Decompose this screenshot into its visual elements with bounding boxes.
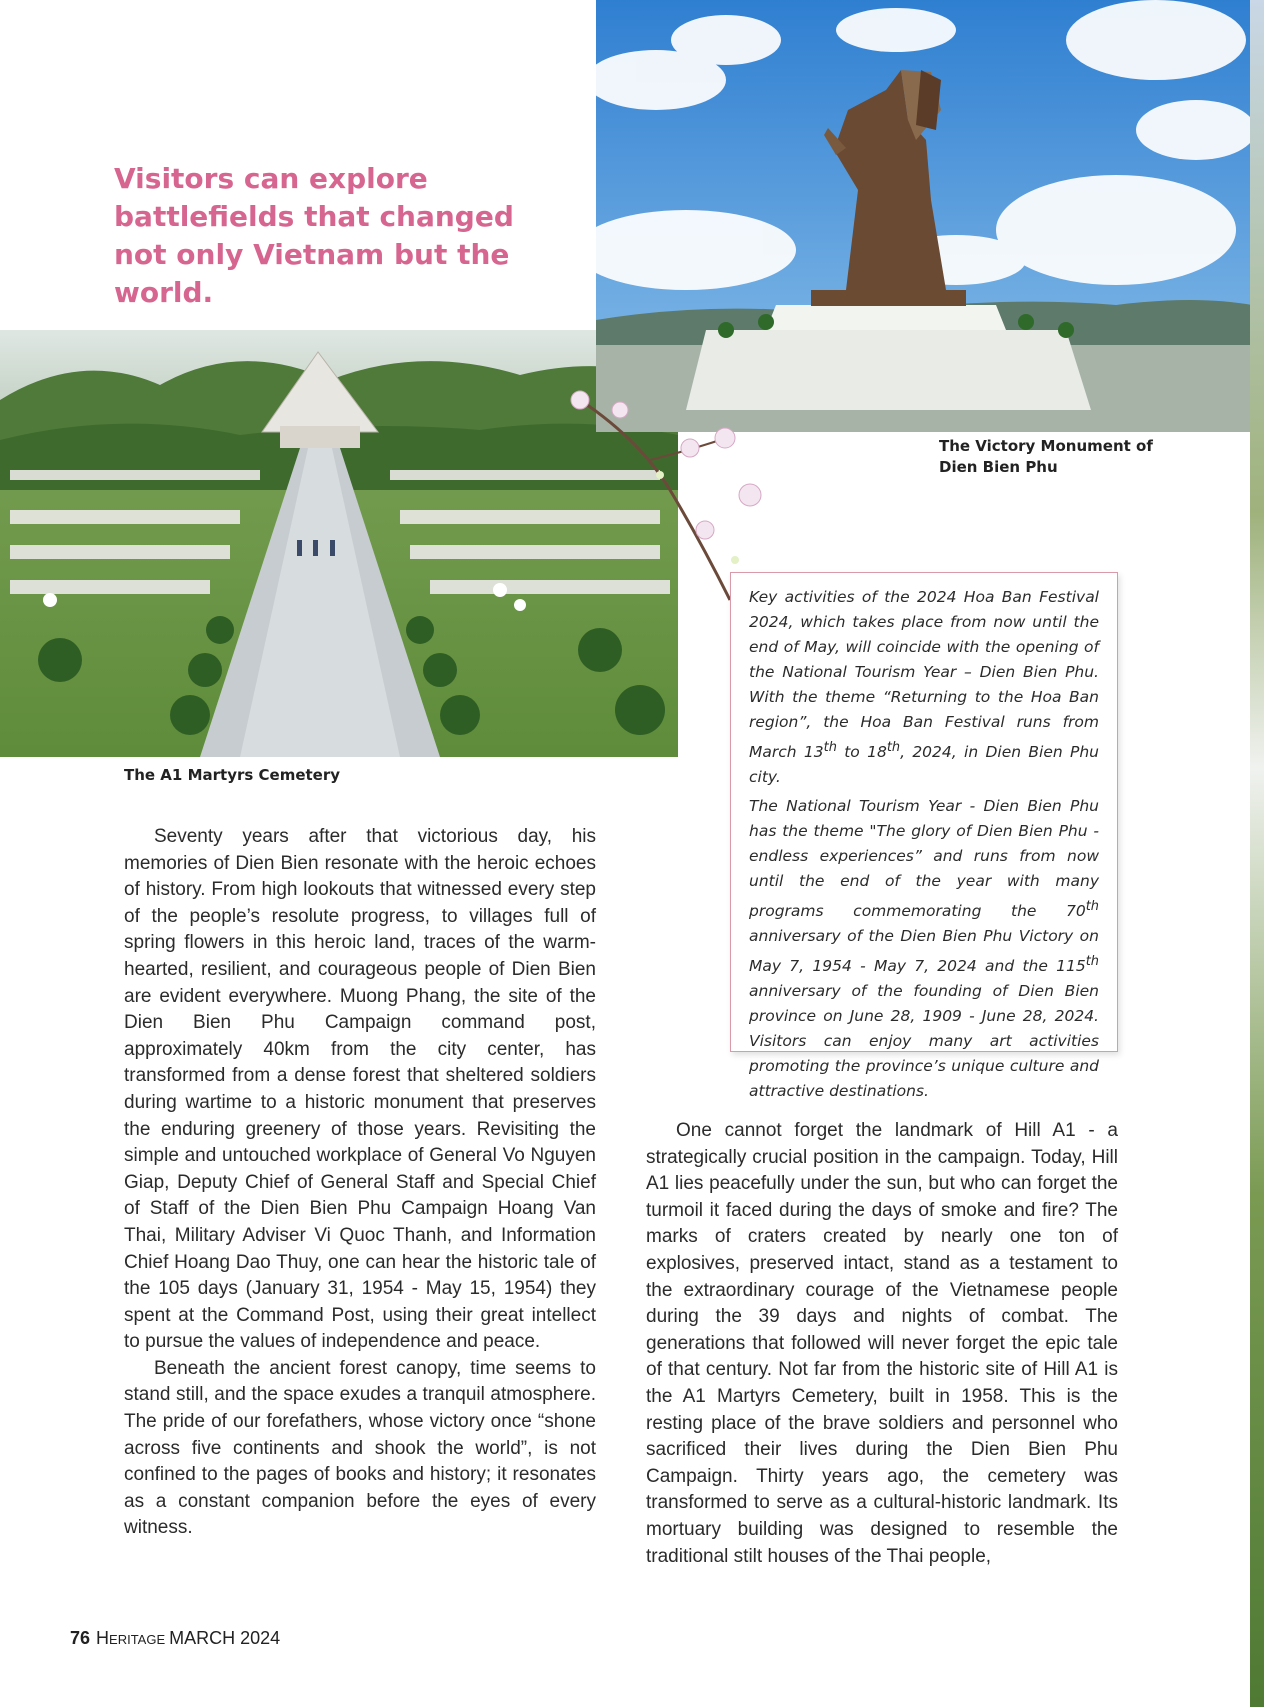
infobox-paragraph-festival: Key activities of the 2024 Hoa Ban Festival 2024, which takes place from now until the end of May, will coincide with the opening of the National Tourism Year – Dien Bien Phu. With the theme “Returning to the Hoa Ban region”, the Hoa Ban Festival runs from March 13th to 18th, 2024, in Dien Bien Phu city. xyxy=(749,588,1100,787)
body-paragraph: One cannot forget the landmark of Hill A1 - a strategically crucial position in the campaign. Today, Hill A1 lies peacefully under the sun, but who can forget the turmoil it faced during the days of smoke and fire? The marks of craters created by nearly one ton of explosives, preserved intact, stand as a testament to the extraordinary courage of the Vietnamese people during the 39 days and nights of combat. The generations that followed will never forget the epic tale of that century. Not far from the historic site of Hill A1 is the A1 Martyrs Cemetery, built in 1958. This is the resting place of the brave soldiers and personnel who sacrificed their lives during the Dien Bien Phu Campaign. Thirty years ago, the cemetery was transformed to serve as a cultural-historic landmark. Its mortuary building was designed to resemble the traditional stilt houses of the Thai people, xyxy=(646,1120,1118,1567)
festival-info-box xyxy=(730,572,1118,1101)
body-paragraph: Seventy years after that victorious day, his memories of Dien Bien resonate with the heroic echoes of history. From high lookouts that witnessed every step of the people’s resolute progress, to villages full of spring flowers in this heroic land, traces of the warm-hearted, resilient, and courageous people of Dien Bien are evident everywhere. Muong Phang, the site of the Dien Bien Phu Campaign command post, approximately 40km from the city center, has transformed from a dense forest that sheltered soldiers during wartime to a historic monument that preserves the enduring greenery of those years. Revisiting the simple and untouched workplace of General Vo Nguyen Giap, Deputy Chief of General Staff and Special Chief of Staff of the Dien Bien Phu Campaign Hoang Van Thai, Military Adviser Vi Quoc Thanh, and Information Chief Hoang Dao Thuy, one can hear the historic tale of the 105 days (January 31, 1954 - May 15, 1954) they spent at the Command Post, using their great intellect to pursue the values of independence and peace. xyxy=(124,826,596,1353)
monument-photo-illustration xyxy=(596,0,1252,432)
cemetery-photo xyxy=(0,330,678,757)
body-column-left xyxy=(124,824,596,1542)
issue-date: MARCH 2024 xyxy=(169,1628,281,1648)
page-footer xyxy=(70,1628,280,1649)
right-edge-photo-strip xyxy=(1250,0,1264,1707)
cemetery-photo-illustration xyxy=(0,330,678,757)
body-column-right xyxy=(646,1118,1118,1570)
page-number: 76 xyxy=(70,1628,91,1648)
monument-caption: The Victory Monument of Dien Bien Phu xyxy=(939,437,1153,476)
body-paragraph: Beneath the ancient forest canopy, time seems to stand still, and the space exudes a tranquil atmosphere. The pride of our forefathers, whose victory once “shone across five continents and shook the world”, is not confined to the pages of books and history; it resonates as a constant companion before the eyes of every witness. xyxy=(124,1357,596,1539)
monument-photo xyxy=(596,0,1252,432)
cemetery-caption: The A1 Martyrs Cemetery xyxy=(124,766,341,784)
infobox-paragraph-tourism-year: The National Tourism Year - Dien Bien Phu has the theme "The glory of Dien Bien Phu - endless experiences” and runs from now until the end of the year with many programs commemorating the 70th anniversary of the Dien Bien Phu Victory on May 7, 1954 - May 7, 2024 and the 115th anniversary of the founding of Dien Bien province on June 28, 1909 - June 28, 2024. Visitors can enjoy many art activities promoting the province’s unique culture and attractive destinations. xyxy=(749,797,1099,1101)
pull-quote: Visitors can explore battlefields that changed not only Vietnam but the world. xyxy=(114,162,514,309)
magazine-name: Heritage xyxy=(96,1628,166,1648)
